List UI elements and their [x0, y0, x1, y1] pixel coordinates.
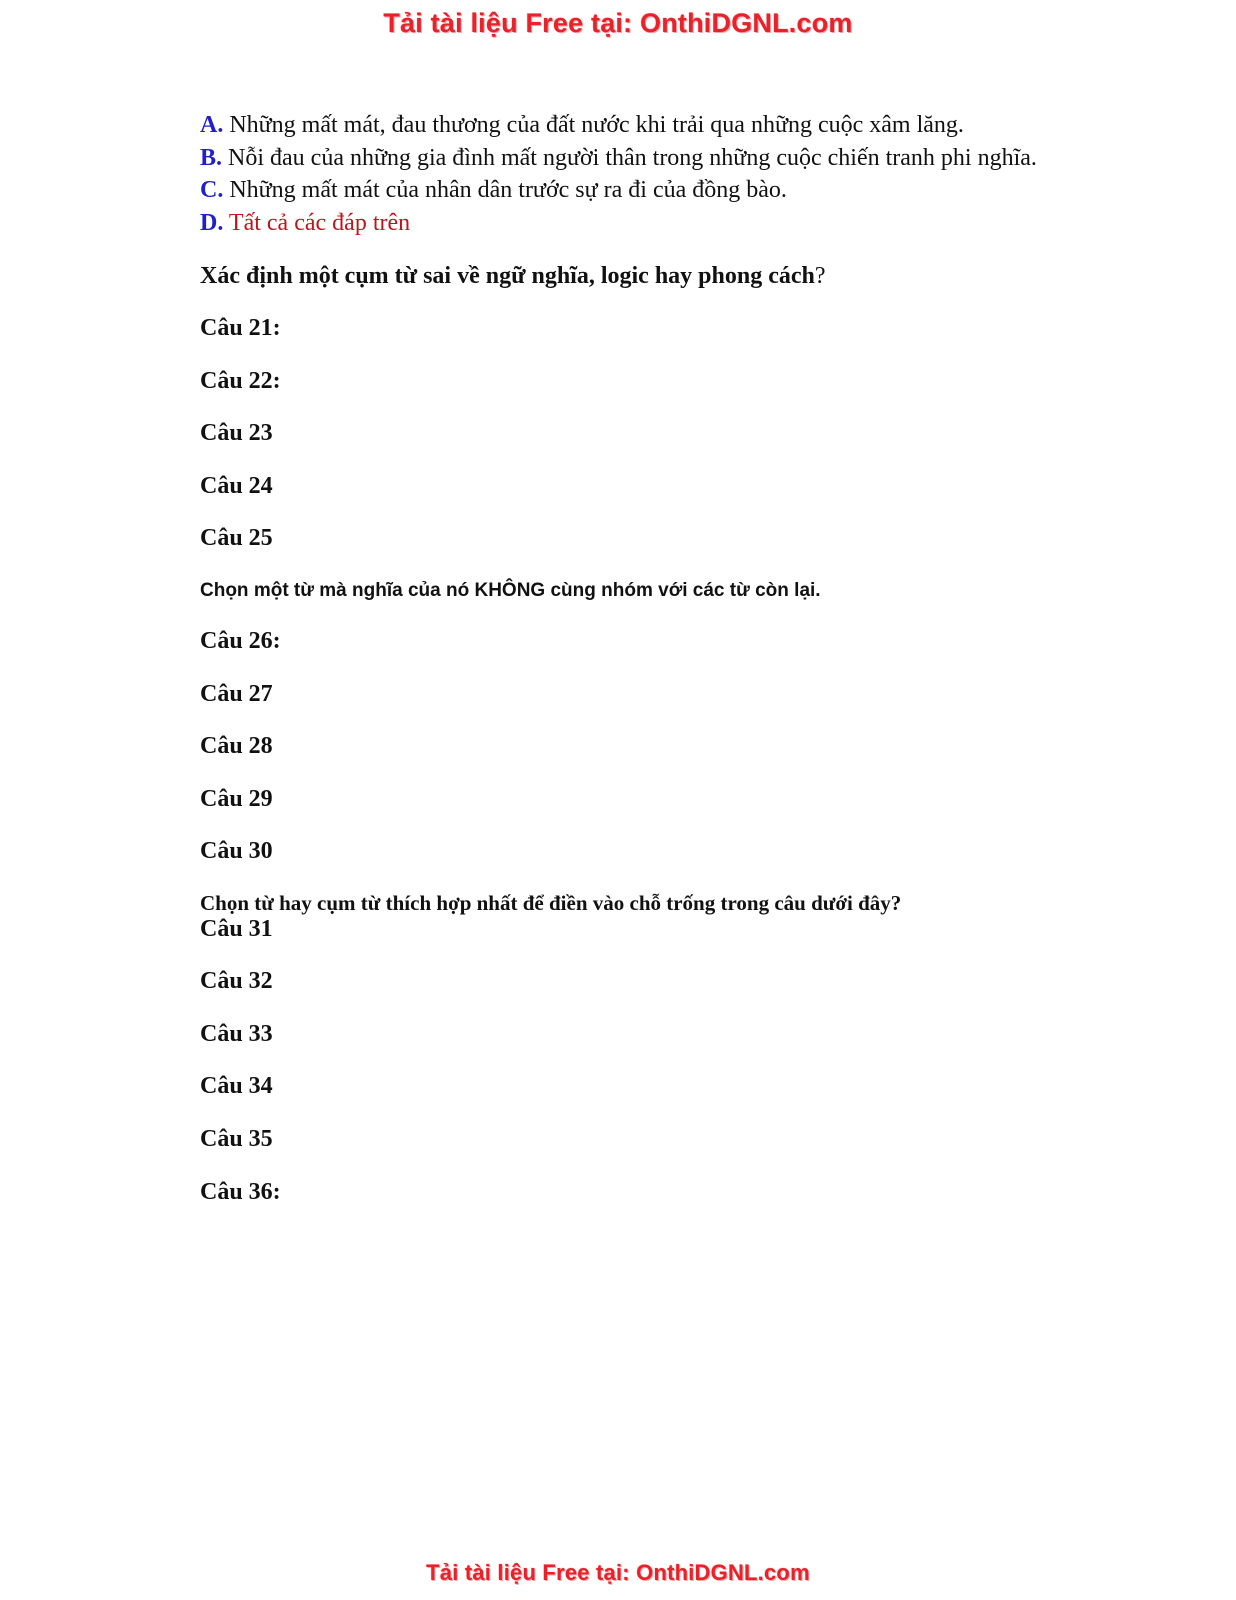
option-a-text: Những mất mát, đau thương của đất nước khi trải qua những cuộc xâm lăng.	[229, 112, 964, 138]
section1-instruction	[200, 263, 826, 290]
question-36: Câu 36:	[200, 1179, 281, 1205]
option-b-text: Nỗi đau của những gia đình mất người thân trong những cuộc chiến tranh phi nghĩa.	[228, 145, 1037, 171]
question-29: Câu 29	[200, 786, 273, 812]
section1-instruction-tail: ?	[814, 263, 826, 289]
question-28: Câu 28	[200, 733, 273, 759]
watermark-header: Tải tài liệu Free tại: OnthiDGNL.com	[383, 8, 853, 38]
question-35: Câu 35	[200, 1126, 273, 1152]
question-24: Câu 24	[200, 473, 273, 499]
question-25: Câu 25	[200, 525, 273, 551]
option-c-text: Những mất mát của nhân dân trước sự ra đi của đồng bào.	[229, 177, 787, 203]
option-c	[200, 177, 787, 204]
section3-instruction: Chọn từ hay cụm từ thích hợp nhất để điền vào chỗ trống trong câu dưới đây?	[200, 891, 902, 915]
watermark-footer: Tải tài liệu Free tại: OnthiDGNL.com	[426, 1560, 810, 1585]
option-a	[200, 112, 964, 139]
question-33: Câu 33	[200, 1021, 273, 1047]
question-21: Câu 21:	[200, 315, 281, 341]
question-34: Câu 34	[200, 1073, 273, 1099]
option-d	[200, 210, 410, 237]
option-c-letter: C.	[200, 177, 224, 203]
question-31: Câu 31	[200, 916, 273, 942]
question-27: Câu 27	[200, 681, 273, 707]
question-22: Câu 22:	[200, 368, 281, 394]
option-d-letter: D.	[200, 210, 224, 236]
option-a-letter: A.	[200, 112, 224, 138]
section1-instruction-text: Xác định một cụm từ sai về ngữ nghĩa, logic hay phong cách	[200, 263, 815, 289]
question-23: Câu 23	[200, 420, 273, 446]
section2-instruction: Chọn một từ mà nghĩa của nó KHÔNG cùng nhóm với các từ còn lại.	[200, 580, 821, 601]
option-b	[200, 145, 1037, 172]
question-26: Câu 26:	[200, 628, 281, 654]
option-d-text-correct: Tất cả các đáp trên	[228, 210, 411, 236]
question-32: Câu 32	[200, 968, 273, 994]
question-30: Câu 30	[200, 838, 273, 864]
option-b-letter: B.	[200, 145, 223, 171]
